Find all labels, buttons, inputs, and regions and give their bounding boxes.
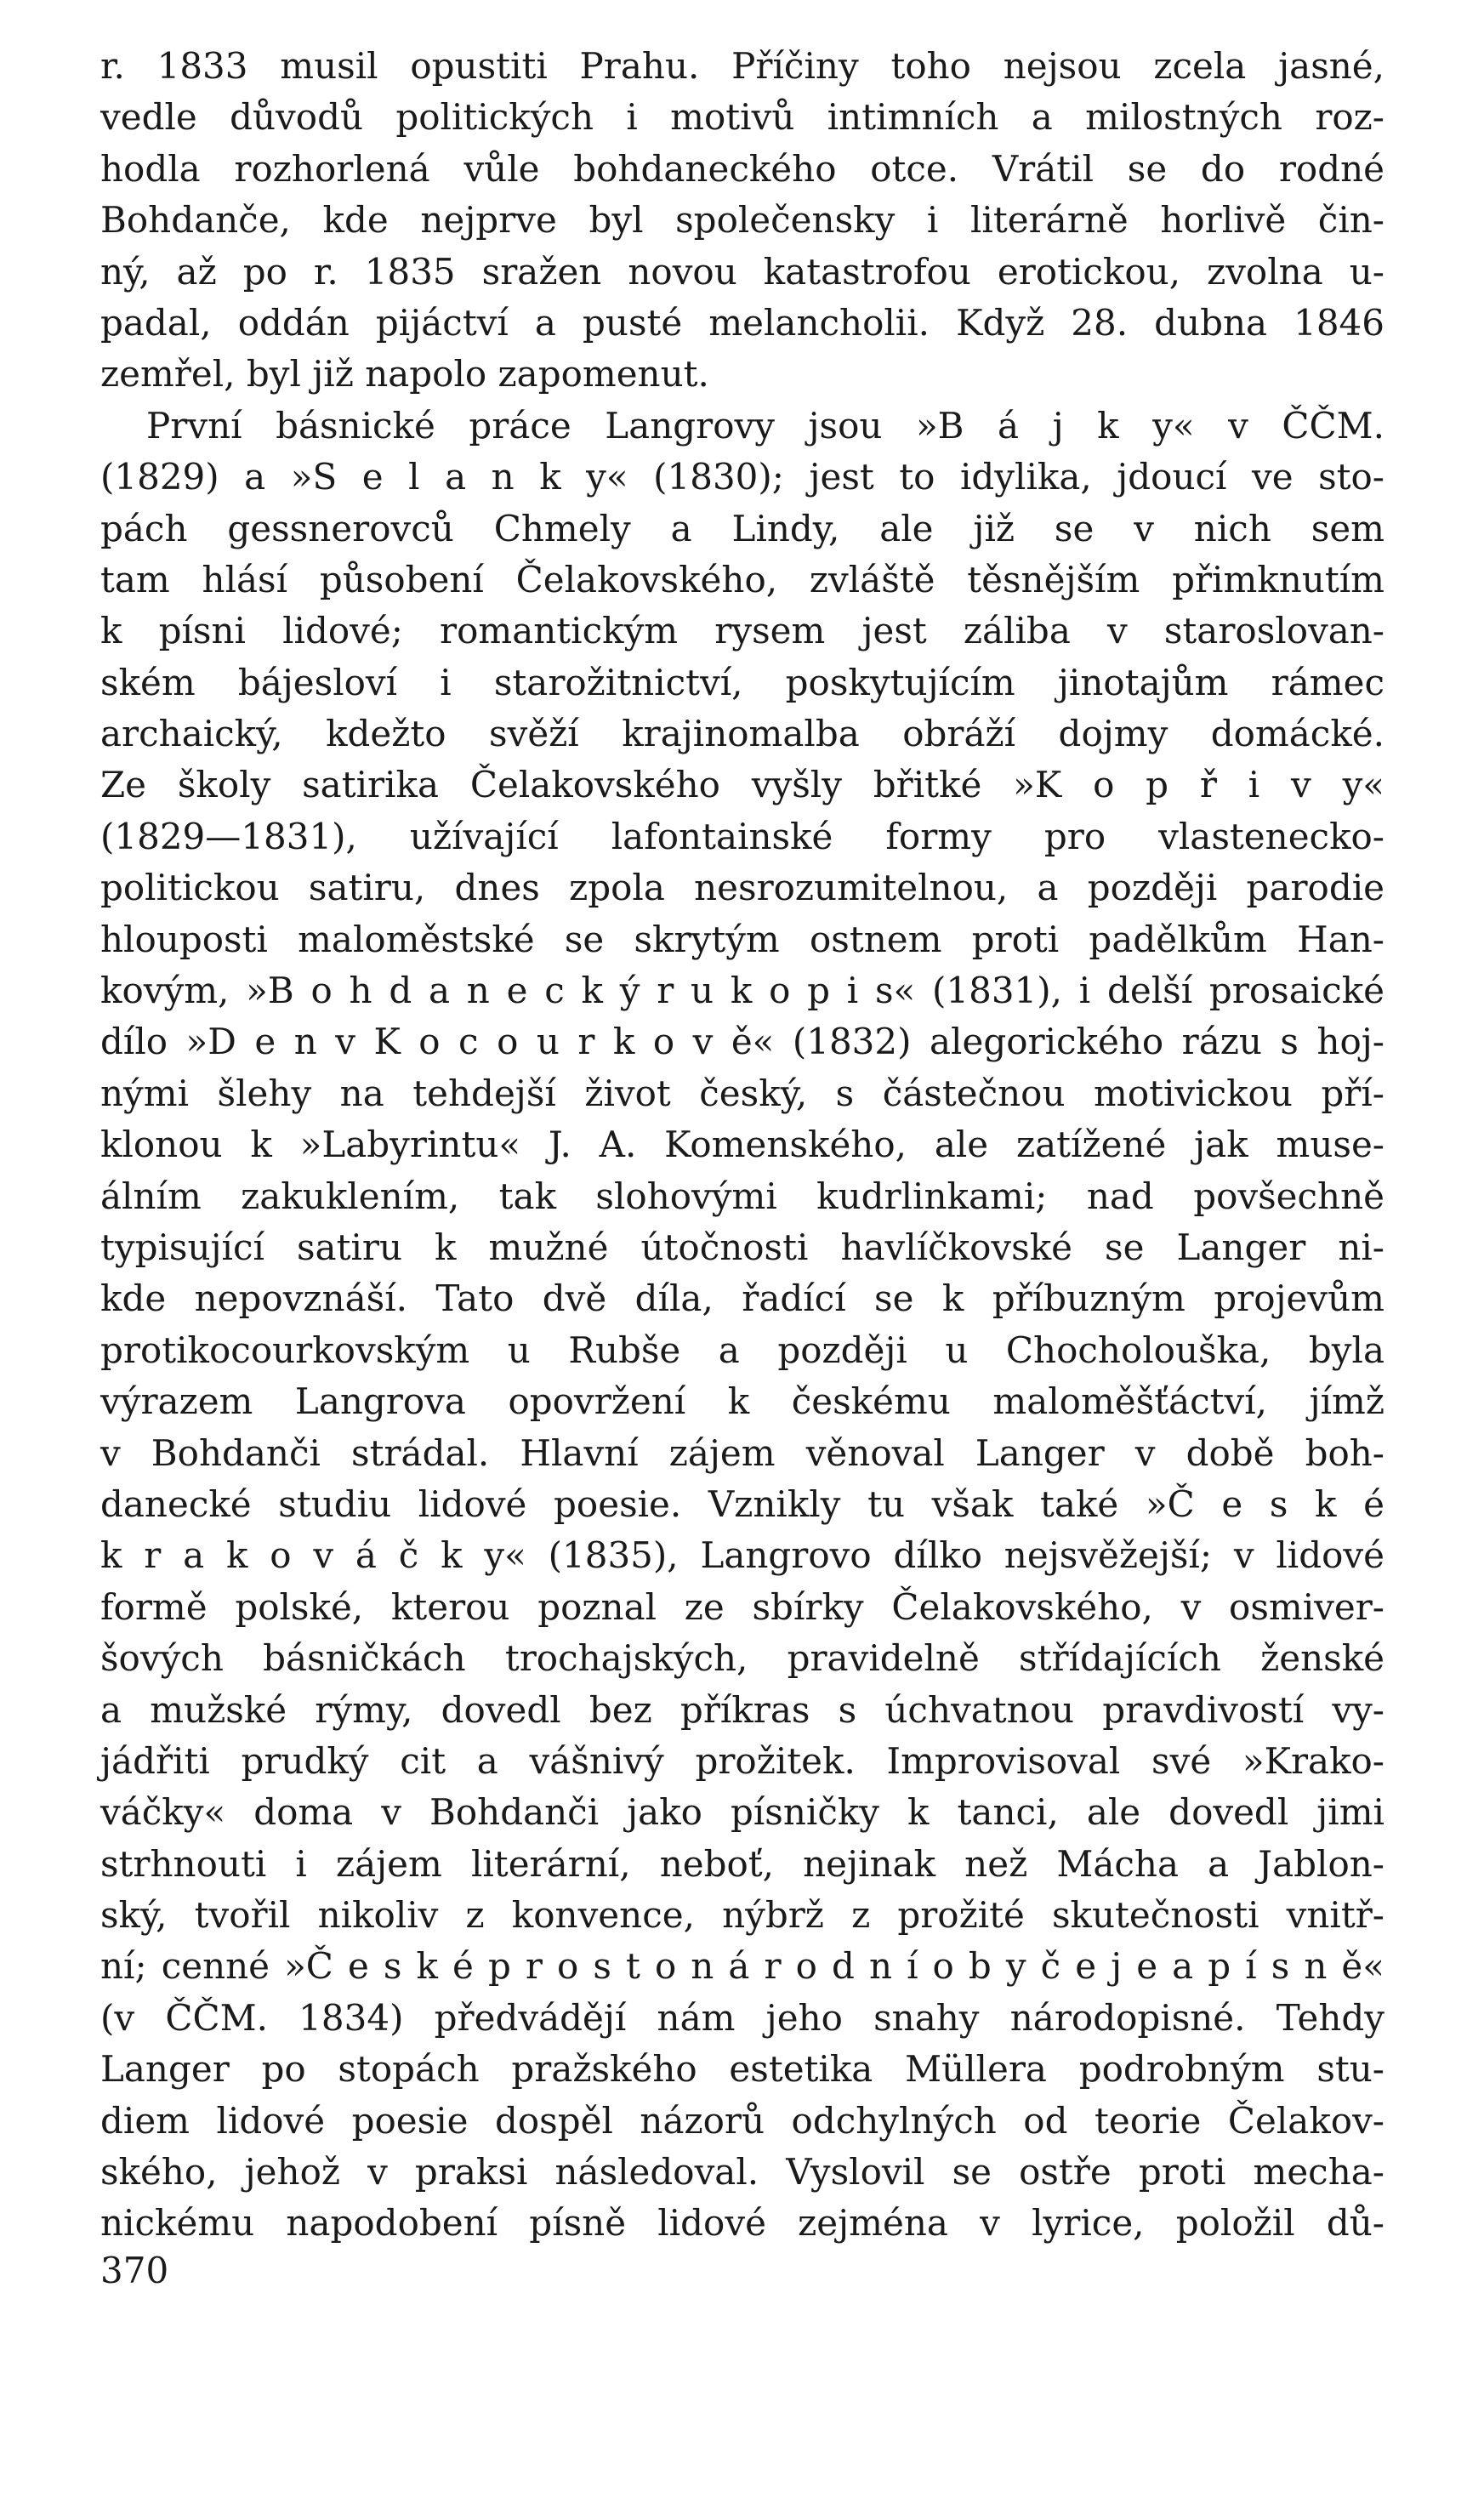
- body-text: [100, 41, 1384, 2250]
- text-line: nickému napodobení písně lidové zejména v lyrice, položil dů-: [100, 2202, 1384, 2245]
- text-line: diem lidové poesie dospěl názorů odchylných od teorie Čelakov-: [100, 2099, 1384, 2142]
- text-line: protikocourkovským u Rubše a později u Chocholouška, byla: [100, 1329, 1384, 1371]
- text-line: vedle důvodů politických i motivů intimních a milostných roz-: [100, 96, 1384, 139]
- text-line: hodla rozhorlená vůle bohdaneckého otce. Vrátil se do rodné: [100, 147, 1384, 190]
- text-line: Langer po stopách pražského estetika Müllera podrobným stu-: [100, 2048, 1384, 2091]
- text-line: ském bájesloví i starožitnictví, poskytujícím jinotajům rámec: [100, 661, 1384, 703]
- text-line: typisující satiru k mužné útočnosti havlíčkovské se Langer ni-: [100, 1226, 1384, 1268]
- text-line: jádřiti prudký cit a vášnivý prožitek. Improvisoval své »Krako-: [100, 1739, 1384, 1782]
- text-line: k r a k o v á č k y« (1835), Langrovo dílko nejsvěžejší; v lidové: [100, 1534, 1384, 1577]
- text-line: r. 1833 musil opustiti Prahu. Příčiny toho nejsou zcela jasné,: [100, 45, 1384, 87]
- text-line: archaický, kdežto svěží krajinomalba obráží dojmy domácké.: [100, 713, 1384, 755]
- text-line: a mužské rýmy, dovedl bez příkras s úchvatnou pravdivostí vy-: [100, 1688, 1384, 1731]
- text-line: v Bohdanči strádal. Hlavní zájem věnoval Langer v době boh-: [100, 1431, 1384, 1474]
- text-line: danecké studiu lidové poesie. Vznikly tu však také »Č e s k é: [100, 1482, 1384, 1525]
- text-line: výrazem Langrova opovržení k českému maloměšťáctví, jímž: [100, 1380, 1384, 1423]
- text-line: politickou satiru, dnes zpola nesrozumitelnou, a později parodie: [100, 867, 1384, 909]
- text-line: Ze školy satirika Čelakovského vyšly břitké »K o p ř i v y«: [100, 764, 1384, 806]
- text-line: (1829) a »S e l a n k y« (1830); jest to idylika, jdoucí ve sto-: [100, 456, 1384, 498]
- page-number: 370: [100, 2250, 169, 2291]
- text-line: dílo »D e n v K o c o u r k o v ě« (1832) alegorického rázu s hoj-: [100, 1021, 1384, 1063]
- text-line: (v ČČM. 1834) předvádějí nám jeho snahy národopisné. Tehdy: [100, 1996, 1384, 2039]
- text-line: ný, až po r. 1835 sražen novou katastrofou erotickou, zvolna u-: [100, 250, 1384, 293]
- text-line: padal, oddán pijáctví a pusté melancholii. Když 28. dubna 1846: [100, 301, 1384, 344]
- text-line: k písni lidové; romantickým rysem jest záliba v staroslovan-: [100, 610, 1384, 652]
- text-line: tam hlásí působení Čelakovského, zvláště těsnějším přimknutím: [100, 558, 1384, 600]
- text-line: ského, jehož v praksi následoval. Vyslovil se ostře proti mecha-: [100, 2151, 1384, 2194]
- text-line: šových básničkách trochajských, pravidelně střídajících ženské: [100, 1637, 1384, 1680]
- text-line: (1829—1831), užívající lafontainské formy pro vlastenecko-: [100, 815, 1384, 857]
- text-line: formě polské, kterou poznal ze sbírky Čelakovského, v osmiver-: [100, 1585, 1384, 1628]
- text-line: ní; cenné »Č e s k é p r o s t o n á r o d n í o b y č e j e a p í s n ě«: [100, 1945, 1384, 1988]
- text-line: váčky« doma v Bohdanči jako písničky k tanci, ale dovedl jimi: [100, 1791, 1384, 1834]
- text-line: zemřel, byl již napolo zapomenut.: [100, 353, 709, 395]
- text-line: Bohdanče, kde nejprve byl společensky i literárně horlivě čin-: [100, 199, 1384, 242]
- text-line: klonou k »Labyrintu« J. A. Komenského, ale zatížené jak muse-: [100, 1124, 1384, 1166]
- text-line: nými šlehy na tehdejší život český, s částečnou motivickou pří-: [100, 1072, 1384, 1114]
- text-line: álním zakuklením, tak slohovými kudrlinkami; nad povšechně: [100, 1175, 1384, 1217]
- text-line: pách gessnerovců Chmely a Lindy, ale již se v nich sem: [100, 507, 1384, 549]
- text-line: ský, tvořil nikoliv z konvence, nýbrž z prožité skutečnosti vnitř-: [100, 1894, 1384, 1937]
- text-line: hlouposti maloměstské se skrytým ostnem proti padělkům Han-: [100, 918, 1384, 960]
- text-line: kde nepovznáší. Tato dvě díla, řadící se k příbuzným projevům: [100, 1277, 1384, 1320]
- text-line: kovým, »B o h d a n e c k ý r u k o p i s« (1831), i delší prosaické: [100, 970, 1384, 1012]
- text-line: První básnické práce Langrovy jsou »B á j k y« v ČČM.: [146, 404, 1384, 447]
- text-line: strhnouti i zájem literární, neboť, nejinak než Mácha a Jablon-: [100, 1842, 1384, 1885]
